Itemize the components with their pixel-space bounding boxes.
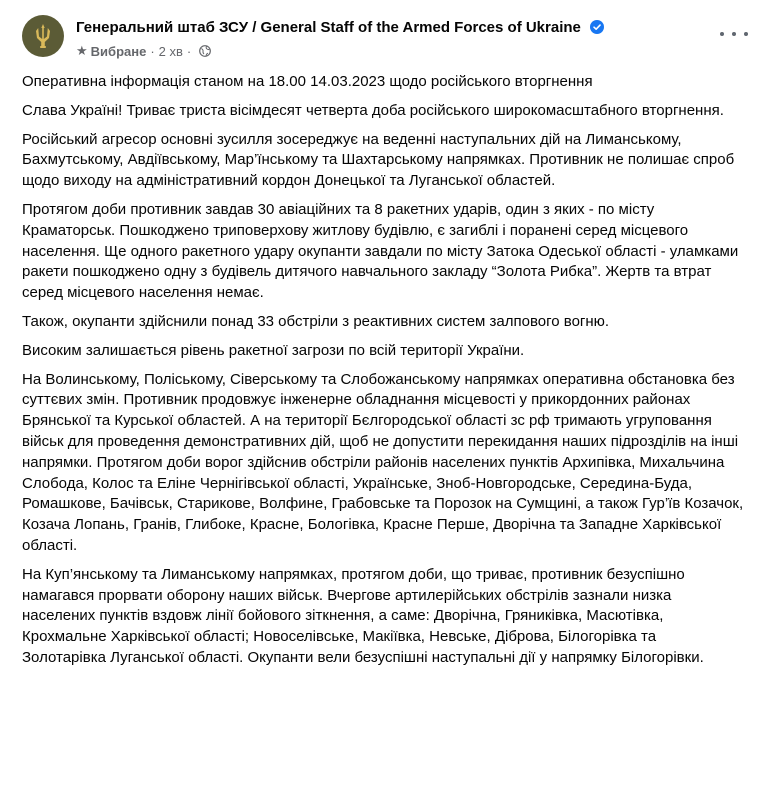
post-timestamp[interactable]: 2 хв <box>158 43 183 59</box>
post-meta <box>76 43 211 59</box>
post-header <box>22 14 748 64</box>
verified-badge-icon <box>590 20 604 34</box>
post-paragraph: Російський агресор основні зусилля зосереджує на веденні наступальних дій на Лиманському, Бахмутському, Авдіївському, Мар’їнському та Шахтарському напрямках. Противник не полишає спроб щодо виходу на адміністративний кордон Донецької та Луганської областей. <box>22 130 735 190</box>
post-paragraph: Слава Україні! Триває триста вісімдесят четверта доба російського широкомасштабного вторгнення. <box>22 101 724 119</box>
post-paragraph: Високим залишається рівень ракетної загрози по всій території України. <box>22 341 525 359</box>
more-dot <box>744 32 748 36</box>
meta-separator: · <box>150 43 155 59</box>
favorites-label[interactable]: Вибране <box>90 43 147 59</box>
more-dot <box>720 32 724 36</box>
meta-separator-2: · <box>186 43 192 59</box>
post-paragraph: На Волинському, Поліському, Сіверському та Слобожанському напрямках оперативна обстановка без суттєвих змін. Противник продовжує інженерне обладнання місцевості у прикордонних районах Брянської та Курської областей. А на території Бєлгородської області зс рф тримають угруповання військ для проведення демонстративних дій, щоб не допустити перекидання наших підрозділів на інші напрямки. Протягом доби ворог здійснив обстріли районів населених пунктів Архипівка, Михальчина Слобода, Колос та Еліне Чернігівської області, Українське, Зноб-Новгородське, Середина-Буда, Ромашкове, Бачівськ, Старикове, Волфине, Грабовське та Порозок на Сумщині, а також Гур’їв Козачок, Козача Лопань, Гранів, Глибоке, Красне, Бологівка, Красне Перше, Дворічна та Западне Харківської області. <box>22 370 744 554</box>
post-message <box>22 72 744 677</box>
globe-icon[interactable] <box>199 45 211 57</box>
page-name-link[interactable] <box>76 19 604 36</box>
trident-emblem-icon <box>30 22 56 50</box>
page-avatar[interactable] <box>22 15 64 57</box>
post-paragraph: Також, окупанти здійснили понад 33 обстріли з реактивних систем залпового вогню. <box>22 312 610 330</box>
post-paragraph: На Куп’янському та Лиманському напрямках, протягом доби, що триває, противник безуспішно намагався прорвати оборону наших військ. Вчергове артилерійських обстрілів зазнали низка населених пунктів вздовж лінії бойового зіткнення, а саме: Дворічна, Гряниківка, Масютівка, Крохмальне Харківської області; Новоселівське, Макіївка, Невське, Діброва, Білогорівка та Золотарівка Луганської області. Окупанти вели безуспішні наступальні дії у напрямку Білогорівки. <box>22 565 704 666</box>
star-icon: ★ <box>76 43 88 58</box>
post-paragraph: Протягом доби противник завдав 30 авіаційних та 8 ракетних ударів, один з яких - по місту Краматорськ. Пошкоджено триповерхову житлову будівлю, є загиблі і поранені серед місцевого населення. Ще одного ракетного удару окупанти завдали по місту Затока Одеської області - уламками ракети пошкоджено одну з будівель дитячого навчального закладу “Золота Рибка”. Жертв та втрат серед місцевого населення немає. <box>22 200 739 302</box>
more-options-icon[interactable] <box>720 24 748 44</box>
post-paragraph: Оперативна інформація станом на 18.00 14.03.2023 щодо російського вторгнення <box>22 73 593 90</box>
more-dot <box>732 32 736 36</box>
page-name-text: Генеральний штаб ЗСУ / General Staff of the Armed Forces of Ukraine <box>76 19 581 36</box>
